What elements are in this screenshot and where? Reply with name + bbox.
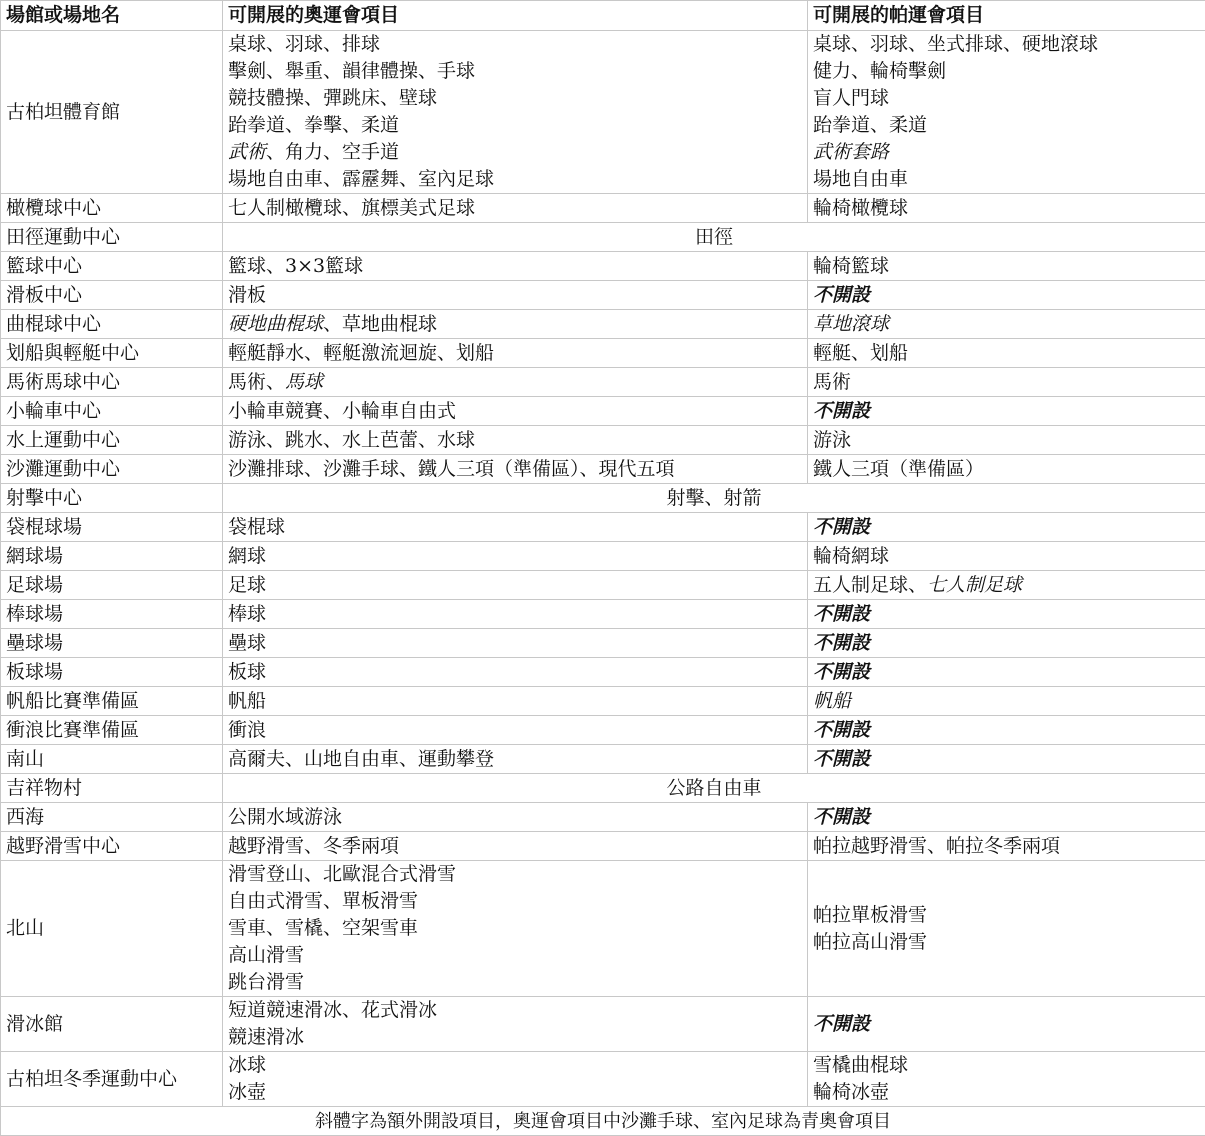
text-segment: 足球: [228, 574, 266, 596]
extra-event-text: 七人制足球: [927, 574, 1022, 596]
table-row: [1, 31, 1205, 194]
table-row: [1, 716, 1205, 745]
paralympic-events-cell: [808, 397, 1205, 426]
text-segment: 滑雪登山、北歐混合式滑雪: [228, 863, 456, 885]
text-segment: 輪椅橄欖球: [813, 197, 908, 219]
header-row: [1, 1, 1205, 31]
text-segment: 游泳: [813, 429, 851, 451]
cell-line: [813, 1079, 1200, 1106]
text-segment: 短道競速滑冰、花式滑冰: [228, 999, 437, 1021]
table-body: [1, 31, 1205, 1107]
paralympic-events-cell: [808, 716, 1205, 745]
venue-cell: 板球場: [1, 658, 223, 687]
not-held-label: 不開設: [813, 661, 870, 683]
venue-cell: 北山: [1, 861, 223, 997]
cell-line: [813, 833, 1200, 860]
venue-cell: 棒球場: [1, 600, 223, 629]
cell-line: [813, 659, 1200, 686]
cell-line: [228, 166, 802, 193]
cell-line: [228, 139, 802, 166]
table-row: [1, 687, 1205, 716]
venue-cell: 沙灘運動中心: [1, 455, 223, 484]
text-segment: 場地自由車: [813, 168, 908, 190]
venue-cell: 衝浪比賽準備區: [1, 716, 223, 745]
cell-line: [228, 861, 802, 888]
venue-cell: 南山: [1, 745, 223, 774]
cell-line: [813, 58, 1200, 85]
text-segment: 帕拉單板滑雪: [813, 904, 927, 926]
table-row: [1, 397, 1205, 426]
text-segment: 游泳、跳水、水上芭蕾、水球: [228, 429, 475, 451]
olympic-events-cell: [223, 997, 808, 1052]
cell-line: [228, 311, 802, 338]
paralympic-events-cell: [808, 803, 1205, 832]
table-row: [1, 658, 1205, 687]
shared-events-cell: 公路自由車: [223, 774, 1205, 803]
table-row: [1, 484, 1205, 513]
paralympic-events-cell: [808, 861, 1205, 997]
olympic-events-cell: [223, 542, 808, 571]
cell-line: [228, 514, 802, 541]
cell-line: [813, 253, 1200, 280]
table-row: [1, 223, 1205, 252]
text-segment: 跆拳道、柔道: [813, 114, 927, 136]
paralympic-events-cell: [808, 629, 1205, 658]
header-paralympic: 可開展的帕運會項目: [808, 1, 1205, 31]
olympic-events-cell: [223, 513, 808, 542]
text-segment: 板球: [228, 661, 266, 683]
text-segment: 壘球: [228, 632, 266, 654]
paralympic-events-cell: [808, 339, 1205, 368]
venue-cell: 水上運動中心: [1, 426, 223, 455]
paralympic-events-cell: [808, 513, 1205, 542]
not-held-label: 不開設: [813, 400, 870, 422]
olympic-events-cell: [223, 571, 808, 600]
olympic-events-cell: [223, 252, 808, 281]
cell-line: [228, 915, 802, 942]
cell-line: [228, 427, 802, 454]
venue-cell: 籃球中心: [1, 252, 223, 281]
cell-line: [228, 572, 802, 599]
table-row: [1, 600, 1205, 629]
cell-line: [228, 543, 802, 570]
text-segment: 輪椅籃球: [813, 255, 889, 277]
cell-line: [228, 282, 802, 309]
extra-event-text: 武術套路: [813, 141, 889, 163]
text-segment: 雪車、雪橇、空架雪車: [228, 917, 418, 939]
olympic-events-cell: [223, 194, 808, 223]
table-row: [1, 629, 1205, 658]
olympic-events-cell: [223, 455, 808, 484]
text-segment: 盲人門球: [813, 87, 889, 109]
venue-cell: 滑板中心: [1, 281, 223, 310]
olympic-events-cell: [223, 368, 808, 397]
venue-cell: 小輪車中心: [1, 397, 223, 426]
olympic-events-cell: [223, 1052, 808, 1107]
cell-line: [813, 1052, 1200, 1079]
cell-line: [813, 311, 1200, 338]
text-segment: 桌球、羽球、坐式排球、硬地滾球: [813, 33, 1098, 55]
footnote-row: [1, 1107, 1205, 1136]
cell-line: [228, 398, 802, 425]
table-row: [1, 571, 1205, 600]
paralympic-events-cell: [808, 687, 1205, 716]
venue-cell: 曲棍球中心: [1, 310, 223, 339]
text-segment: 跆拳道、拳擊、柔道: [228, 114, 399, 136]
venue-cell: 足球場: [1, 571, 223, 600]
text-segment: 七人制橄欖球、旗標美式足球: [228, 197, 475, 219]
text-segment: 輪椅冰壺: [813, 1081, 889, 1103]
shared-events-cell: 田徑: [223, 223, 1205, 252]
text-segment: 鐵人三項（準備區）: [813, 458, 984, 480]
olympic-events-cell: [223, 832, 808, 861]
cell-line: [228, 340, 802, 367]
cell-line: [813, 572, 1200, 599]
extra-event-text: 帆船: [813, 690, 851, 712]
text-segment: 、角力、空手道: [266, 141, 399, 163]
cell-line: [228, 1024, 802, 1051]
olympic-events-cell: [223, 426, 808, 455]
venue-cell: 網球場: [1, 542, 223, 571]
text-segment: 競技體操、彈跳床、壁球: [228, 87, 437, 109]
text-segment: 帕拉高山滑雪: [813, 931, 927, 953]
cell-line: [228, 601, 802, 628]
olympic-events-cell: [223, 861, 808, 997]
text-segment: 袋棍球: [228, 516, 285, 538]
olympic-events-cell: [223, 716, 808, 745]
text-segment: 衝浪: [228, 719, 266, 741]
table-row: [1, 252, 1205, 281]
paralympic-events-cell: [808, 310, 1205, 339]
olympic-events-cell: [223, 745, 808, 774]
cell-line: [813, 166, 1200, 193]
cell-line: [228, 969, 802, 996]
paralympic-events-cell: [808, 1052, 1205, 1107]
text-segment: 公開水域游泳: [228, 806, 342, 828]
text-segment: 輪椅網球: [813, 545, 889, 567]
cell-line: [228, 85, 802, 112]
cell-line: [228, 58, 802, 85]
cell-line: [813, 139, 1200, 166]
text-segment: 、草地曲棍球: [323, 313, 437, 335]
text-segment: 滑板: [228, 284, 266, 306]
text-segment: 帆船: [228, 690, 266, 712]
paralympic-events-cell: [808, 832, 1205, 861]
table-row: [1, 194, 1205, 223]
olympic-events-cell: [223, 687, 808, 716]
header-venue: 場館或場地名: [1, 1, 223, 31]
table-row: [1, 774, 1205, 803]
paralympic-events-cell: [808, 368, 1205, 397]
not-held-label: 不開設: [813, 632, 870, 654]
cell-line: [228, 688, 802, 715]
cell-line: [228, 997, 802, 1024]
cell-line: [228, 942, 802, 969]
text-segment: 高山滑雪: [228, 944, 304, 966]
paralympic-events-cell: [808, 281, 1205, 310]
cell-line: [228, 717, 802, 744]
cell-line: [813, 1011, 1200, 1038]
venue-cell: 橄欖球中心: [1, 194, 223, 223]
table-row: [1, 803, 1205, 832]
table-row: [1, 542, 1205, 571]
text-segment: 輕艇靜水、輕艇激流迴旋、划船: [228, 342, 494, 364]
cell-line: [813, 112, 1200, 139]
text-segment: 桌球、羽球、排球: [228, 33, 380, 55]
text-segment: 帕拉越野滑雪、帕拉冬季兩項: [813, 835, 1060, 857]
extra-event-text: 馬球: [285, 371, 323, 393]
cell-line: [813, 929, 1200, 956]
text-segment: 冰壺: [228, 1081, 266, 1103]
cell-line: [813, 601, 1200, 628]
table-row: [1, 339, 1205, 368]
venue-cell: 射擊中心: [1, 484, 223, 513]
venue-cell: 古柏坦冬季運動中心: [1, 1052, 223, 1107]
cell-line: [228, 888, 802, 915]
table-row: [1, 745, 1205, 774]
olympic-events-cell: [223, 803, 808, 832]
shared-events-cell: 射擊、射箭: [223, 484, 1205, 513]
table-row: [1, 861, 1205, 997]
table-row: [1, 426, 1205, 455]
text-segment: 馬術、: [228, 371, 285, 393]
olympic-events-cell: [223, 600, 808, 629]
venue-cell: 越野滑雪中心: [1, 832, 223, 861]
cell-line: [813, 746, 1200, 773]
cell-line: [228, 112, 802, 139]
cell-line: [813, 514, 1200, 541]
venue-cell: 壘球場: [1, 629, 223, 658]
cell-line: [813, 31, 1200, 58]
not-held-label: 不開設: [813, 284, 870, 306]
olympic-events-cell: [223, 310, 808, 339]
paralympic-events-cell: [808, 31, 1205, 194]
cell-line: [228, 456, 802, 483]
cell-line: [813, 804, 1200, 831]
paralympic-events-cell: [808, 571, 1205, 600]
cell-line: [813, 902, 1200, 929]
text-segment: 跳台滑雪: [228, 971, 304, 993]
text-segment: 擊劍、舉重、韻律體操、手球: [228, 60, 475, 82]
olympic-events-cell: [223, 629, 808, 658]
header-olympic: 可開展的奧運會項目: [223, 1, 808, 31]
text-segment: 高爾夫、山地自由車、運動攀登: [228, 748, 494, 770]
text-segment: 小輪車競賽、小輪車自由式: [228, 400, 456, 422]
paralympic-events-cell: [808, 658, 1205, 687]
cell-line: [813, 717, 1200, 744]
olympic-events-cell: [223, 397, 808, 426]
text-segment: 網球: [228, 545, 266, 567]
paralympic-events-cell: [808, 194, 1205, 223]
paralympic-events-cell: [808, 252, 1205, 281]
table-row: [1, 1052, 1205, 1107]
cell-line: [228, 369, 802, 396]
text-segment: 越野滑雪、冬季兩項: [228, 835, 399, 857]
table-row: [1, 455, 1205, 484]
paralympic-events-cell: [808, 997, 1205, 1052]
paralympic-events-cell: [808, 542, 1205, 571]
not-held-label: 不開設: [813, 603, 870, 625]
paralympic-events-cell: [808, 426, 1205, 455]
paralympic-events-cell: [808, 455, 1205, 484]
olympic-events-cell: [223, 339, 808, 368]
cell-line: [813, 456, 1200, 483]
extra-event-text: 武術: [228, 141, 266, 163]
venue-cell: 划船與輕艇中心: [1, 339, 223, 368]
not-held-label: 不開設: [813, 719, 870, 741]
paralympic-events-cell: [808, 600, 1205, 629]
venue-cell: 西海: [1, 803, 223, 832]
venue-cell: 滑冰館: [1, 997, 223, 1052]
cell-line: [228, 253, 802, 280]
footnote: 斜體字為額外開設項目，奧運會項目中沙灘手球、室內足球為青奧會項目: [1, 1107, 1205, 1136]
cell-line: [228, 630, 802, 657]
table-row: [1, 513, 1205, 542]
venue-cell: 馬術馬球中心: [1, 368, 223, 397]
olympic-events-cell: [223, 31, 808, 194]
cell-line: [813, 369, 1200, 396]
text-segment: 競速滑冰: [228, 1026, 304, 1048]
extra-event-text: 硬地曲棍球: [228, 313, 323, 335]
text-segment: 雪橇曲棍球: [813, 1054, 908, 1076]
cell-line: [813, 282, 1200, 309]
cell-line: [813, 85, 1200, 112]
cell-line: [813, 688, 1200, 715]
text-segment: 冰球: [228, 1054, 266, 1076]
venue-cell: 袋棍球場: [1, 513, 223, 542]
table-row: [1, 997, 1205, 1052]
table-row: [1, 368, 1205, 397]
not-held-label: 不開設: [813, 1013, 870, 1035]
table-row: [1, 310, 1205, 339]
not-held-label: 不開設: [813, 516, 870, 538]
cell-line: [813, 630, 1200, 657]
cell-line: [813, 427, 1200, 454]
text-segment: 籃球、3×3籃球: [228, 255, 363, 277]
olympic-events-cell: [223, 658, 808, 687]
paralympic-events-cell: [808, 745, 1205, 774]
text-segment: 沙灘排球、沙灘手球、鐵人三項（準備區）、現代五項: [228, 458, 675, 480]
cell-line: [813, 195, 1200, 222]
text-segment: 棒球: [228, 603, 266, 625]
extra-event-text: 草地滾球: [813, 313, 889, 335]
cell-line: [228, 31, 802, 58]
text-segment: 五人制足球、: [813, 574, 927, 596]
text-segment: 自由式滑雪、單板滑雪: [228, 890, 418, 912]
table-row: [1, 832, 1205, 861]
text-segment: 輕艇、划船: [813, 342, 908, 364]
cell-line: [228, 1079, 802, 1106]
venue-cell: 古柏坦體育館: [1, 31, 223, 194]
venue-cell: 帆船比賽準備區: [1, 687, 223, 716]
cell-line: [228, 659, 802, 686]
cell-line: [228, 804, 802, 831]
cell-line: [228, 195, 802, 222]
not-held-label: 不開設: [813, 748, 870, 770]
not-held-label: 不開設: [813, 806, 870, 828]
cell-line: [813, 340, 1200, 367]
text-segment: 健力、輪椅擊劍: [813, 60, 946, 82]
cell-line: [813, 543, 1200, 570]
cell-line: [228, 746, 802, 773]
venue-cell: 吉祥物村: [1, 774, 223, 803]
text-segment: 場地自由車、霹靂舞、室內足球: [228, 168, 494, 190]
cell-line: [228, 1052, 802, 1079]
cell-line: [813, 398, 1200, 425]
table-row: [1, 281, 1205, 310]
cell-line: [228, 833, 802, 860]
venue-cell: 田徑運動中心: [1, 223, 223, 252]
olympic-events-cell: [223, 281, 808, 310]
text-segment: 馬術: [813, 371, 851, 393]
